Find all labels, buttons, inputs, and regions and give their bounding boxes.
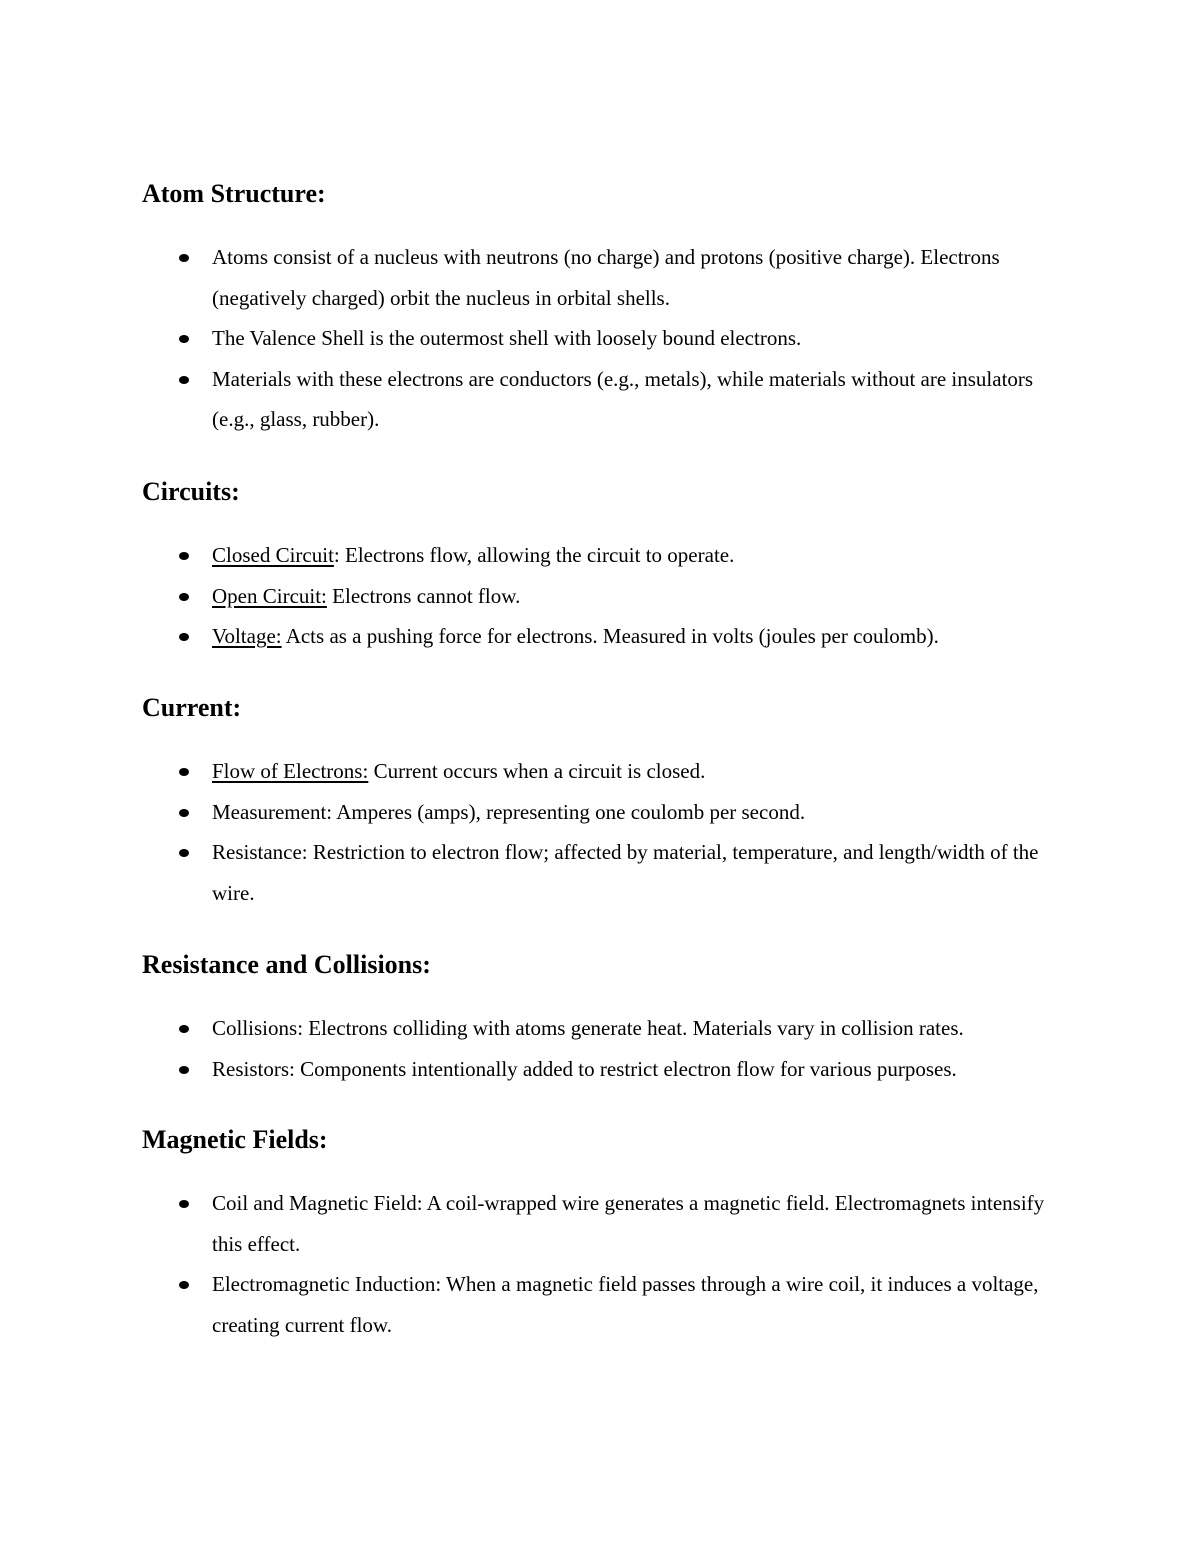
list-item: Voltage: Acts as a pushing force for electrons. Measured in volts (joules per coulomb). [142,616,1072,657]
bullet-icon [179,552,189,560]
section-resistance-collisions [142,949,1072,1089]
section-atom-structure [142,178,1072,440]
bullet-icon [179,1200,189,1208]
list-item: Collisions: Electrons colliding with atoms generate heat. Materials vary in collision rates. [142,1008,1072,1049]
bullet-list [142,1008,1072,1089]
list-item: Closed Circuit: Electrons flow, allowing the circuit to operate. [142,535,1072,576]
term-label: Open Circuit: [212,583,327,608]
bullet-icon [179,1066,189,1074]
list-item: The Valence Shell is the outermost shell with loosely bound electrons. [142,318,1072,359]
bullet-icon [179,633,189,641]
bullet-icon [179,335,189,343]
section-circuits [142,476,1072,657]
bullet-icon [179,809,189,817]
section-heading: Atom Structure: [142,179,326,208]
section-heading: Resistance and Collisions: [142,950,431,979]
list-item: Resistors: Components intentionally added to restrict electron flow for various purposes. [142,1049,1072,1090]
bullet-icon [179,254,189,262]
section-heading: Current: [142,693,242,722]
list-item: Atoms consist of a nucleus with neutrons (no charge) and protons (positive charge). Electrons (negatively charged) orbit the nucleus in orbital shells. [142,237,1072,318]
list-item: Resistance: Restriction to electron flow; affected by material, temperature, and length/width of the wire. [142,832,1072,913]
bullet-list [142,237,1072,440]
bullet-icon [179,1281,189,1289]
section-magnetic-fields [142,1124,1072,1345]
bullet-icon [179,768,189,776]
bullet-list [142,751,1072,913]
term-label: Voltage: [212,624,282,648]
list-item: Coil and Magnetic Field: A coil-wrapped wire generates a magnetic field. Electromagnets intensify this effect. [142,1183,1072,1264]
section-current [142,692,1072,913]
list-item: Open Circuit: Electrons cannot flow. [142,576,1072,617]
section-heading: Circuits: [142,477,240,506]
bullet-icon [179,1025,189,1033]
term-label: Flow of Electrons: [212,759,369,783]
list-item: Measurement: Amperes (amps), representing one coulomb per second. [142,792,1072,833]
list-item: Materials with these electrons are conductors (e.g., metals), while materials without are insulators (e.g., glass, rubber). [142,359,1072,440]
section-heading: Magnetic Fields: [142,1125,328,1154]
term-label: Closed Circuit [212,543,334,567]
list-item: Flow of Electrons: Current occurs when a circuit is closed. [142,751,1072,792]
bullet-list [142,535,1072,657]
bullet-icon [179,849,189,857]
bullet-icon [179,376,189,384]
bullet-icon [179,593,189,601]
bullet-list [142,1183,1072,1345]
list-item: Electromagnetic Induction: When a magnetic field passes through a wire coil, it induces a voltage, creating current flow. [142,1264,1072,1345]
